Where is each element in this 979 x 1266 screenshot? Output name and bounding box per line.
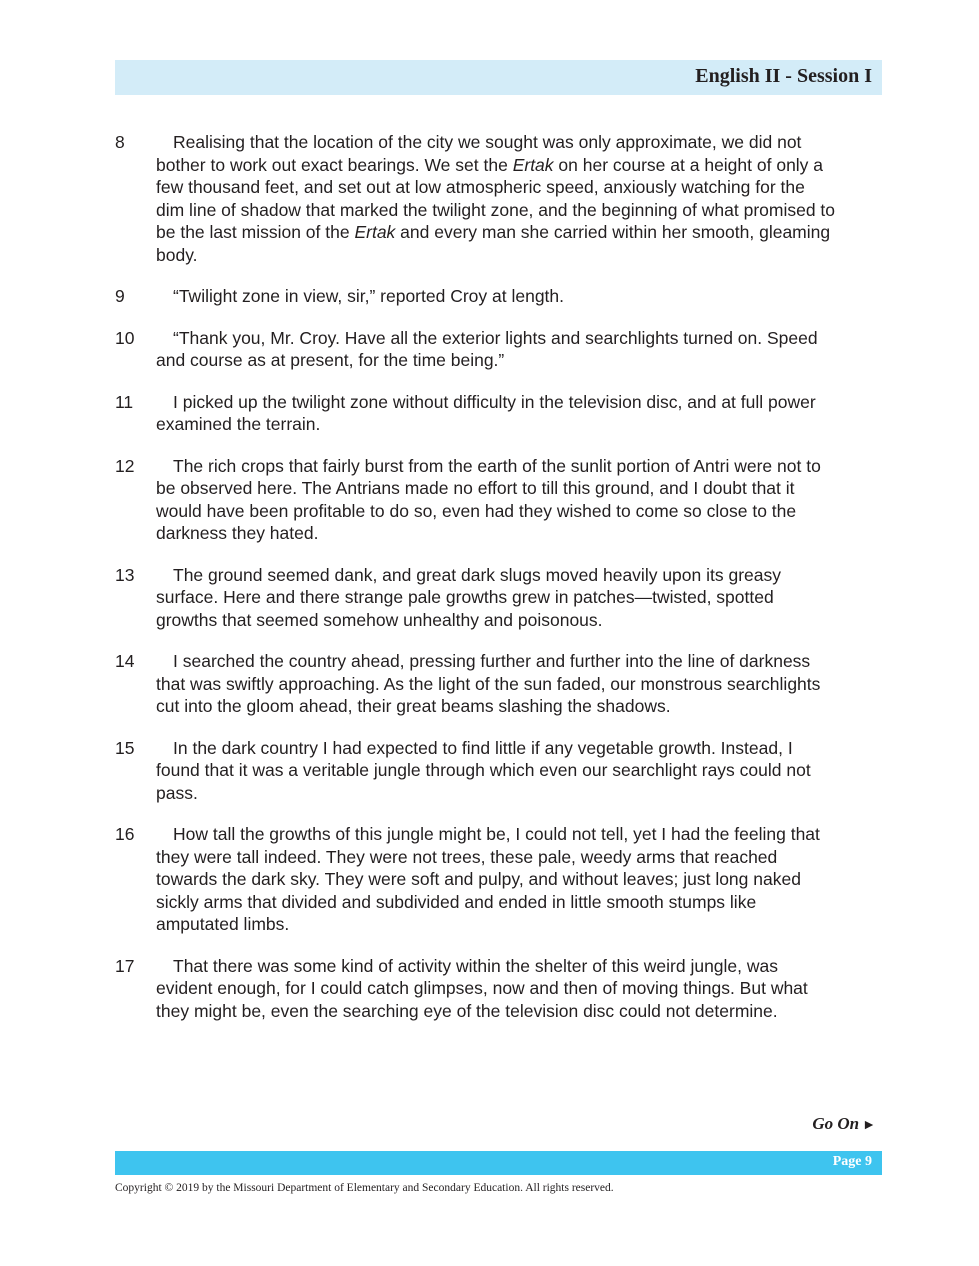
passage — [115, 131, 835, 1041]
text-run: I searched the country ahead, pressing further and further into the line of darkness that was swiftly approaching. As the light of the sun faded, our monstrous searchlights cut into the gloom ahead, their great beams slashing the shadows. — [156, 651, 821, 716]
paragraph-text — [156, 823, 835, 936]
paragraph-text — [156, 737, 835, 805]
paragraph — [115, 564, 835, 632]
paragraph — [115, 737, 835, 805]
paragraph-text — [156, 131, 835, 266]
go-on-indicator — [812, 1114, 876, 1134]
paragraph-number: 9 — [115, 286, 125, 306]
session-title: English II - Session I — [695, 65, 872, 87]
paragraph — [115, 650, 835, 718]
italic-text: Ertak — [354, 222, 396, 242]
text-run: How tall the growths of this jungle might be, I could not tell, yet I had the feeling that they were tall indeed. They were not trees, these pale, weedy arms that reached towards the dark sky. They were soft and pulpy, and without leaves; just long naked sickly arms that divided and subdivided and ended in little smooth stumps like amputated limbs. — [156, 824, 820, 934]
paragraph-text — [156, 650, 835, 718]
paragraph-number: 12 — [115, 455, 135, 476]
paragraph — [115, 285, 835, 308]
paragraph-number: 11 — [115, 391, 134, 412]
text-run: That there was some kind of activity within the shelter of this weird jungle, was evident enough, for I could catch glimpses, now and then of moving things. But what they might be, even the searching eye of the television disc could not determine. — [156, 955, 808, 1021]
header-band — [115, 60, 882, 95]
paragraph — [115, 391, 835, 436]
paragraph — [115, 823, 835, 936]
paragraph — [115, 131, 835, 266]
paragraph — [115, 327, 835, 372]
text-run: “Thank you, Mr. Croy. Have all the exterior lights and searchlights turned on. Speed and course as at present, for the time being.” — [156, 327, 818, 370]
footer-band — [115, 1151, 882, 1175]
go-on-label: Go On — [812, 1114, 860, 1133]
text-run: The rich crops that fairly burst from the earth of the sunlit portion of Antri were not to be observed here. The Antrians made no effort to till this ground, and I doubt that it would have been profitable to do so, even had they wished to come so close to the darkness they hated. — [156, 455, 821, 543]
paragraph — [115, 455, 835, 545]
text-run: on her course at a height of only a few thousand feet, and set out at low atmospheric speed, anxiously watching for the dim line of shadow that marked the twilight zone, and the beginning of what promised to be the last mission of the — [156, 154, 836, 242]
paragraph-number: 13 — [115, 564, 135, 585]
text-run: and every man she carried within her smooth, gleaming body. — [156, 222, 831, 265]
paragraph-text — [156, 327, 835, 372]
paragraph-number: 10 — [115, 327, 135, 348]
paragraph-text — [156, 455, 835, 545]
text-run: “Twilight zone in view, sir,” reported Croy at length. — [173, 286, 565, 306]
paragraph-number: 14 — [115, 651, 135, 671]
paragraph-number: 15 — [115, 737, 135, 758]
paragraph-number: 8 — [115, 132, 125, 152]
text-run: In the dark country I had expected to find little if any vegetable growth. Instead, I found that it was a veritable jungle through which even our searchlight rays could not pass. — [156, 737, 811, 803]
paragraph-text — [156, 285, 835, 308]
paragraph-text — [156, 955, 835, 1023]
text-run: Realising that the location of the city we sought was only approximate, we did not bother to work out exact bearings. We set the — [156, 132, 802, 175]
paragraph-text — [156, 564, 835, 632]
copyright-notice: Copyright © 2019 by the Missouri Department of Elementary and Secondary Education. All rights reserved. — [115, 1182, 614, 1194]
paragraph-number: 17 — [115, 955, 135, 976]
page-number: Page 9 — [832, 1154, 872, 1169]
italic-text: Ertak — [512, 154, 554, 175]
text-run: I picked up the twilight zone without difficulty in the television disc, and at full power examined the terrain. — [156, 391, 816, 434]
paragraph-text — [156, 391, 835, 436]
text-run: The ground seemed dank, and great dark slugs moved heavily upon its greasy surface. Here and there strange pale growths grew in patches—twisted, spotted growths that seemed somehow unhealthy and poisonous. — [156, 564, 781, 630]
paragraph — [115, 955, 835, 1023]
play-arrow-icon: ► — [862, 1118, 876, 1133]
paragraph-number: 16 — [115, 824, 135, 844]
